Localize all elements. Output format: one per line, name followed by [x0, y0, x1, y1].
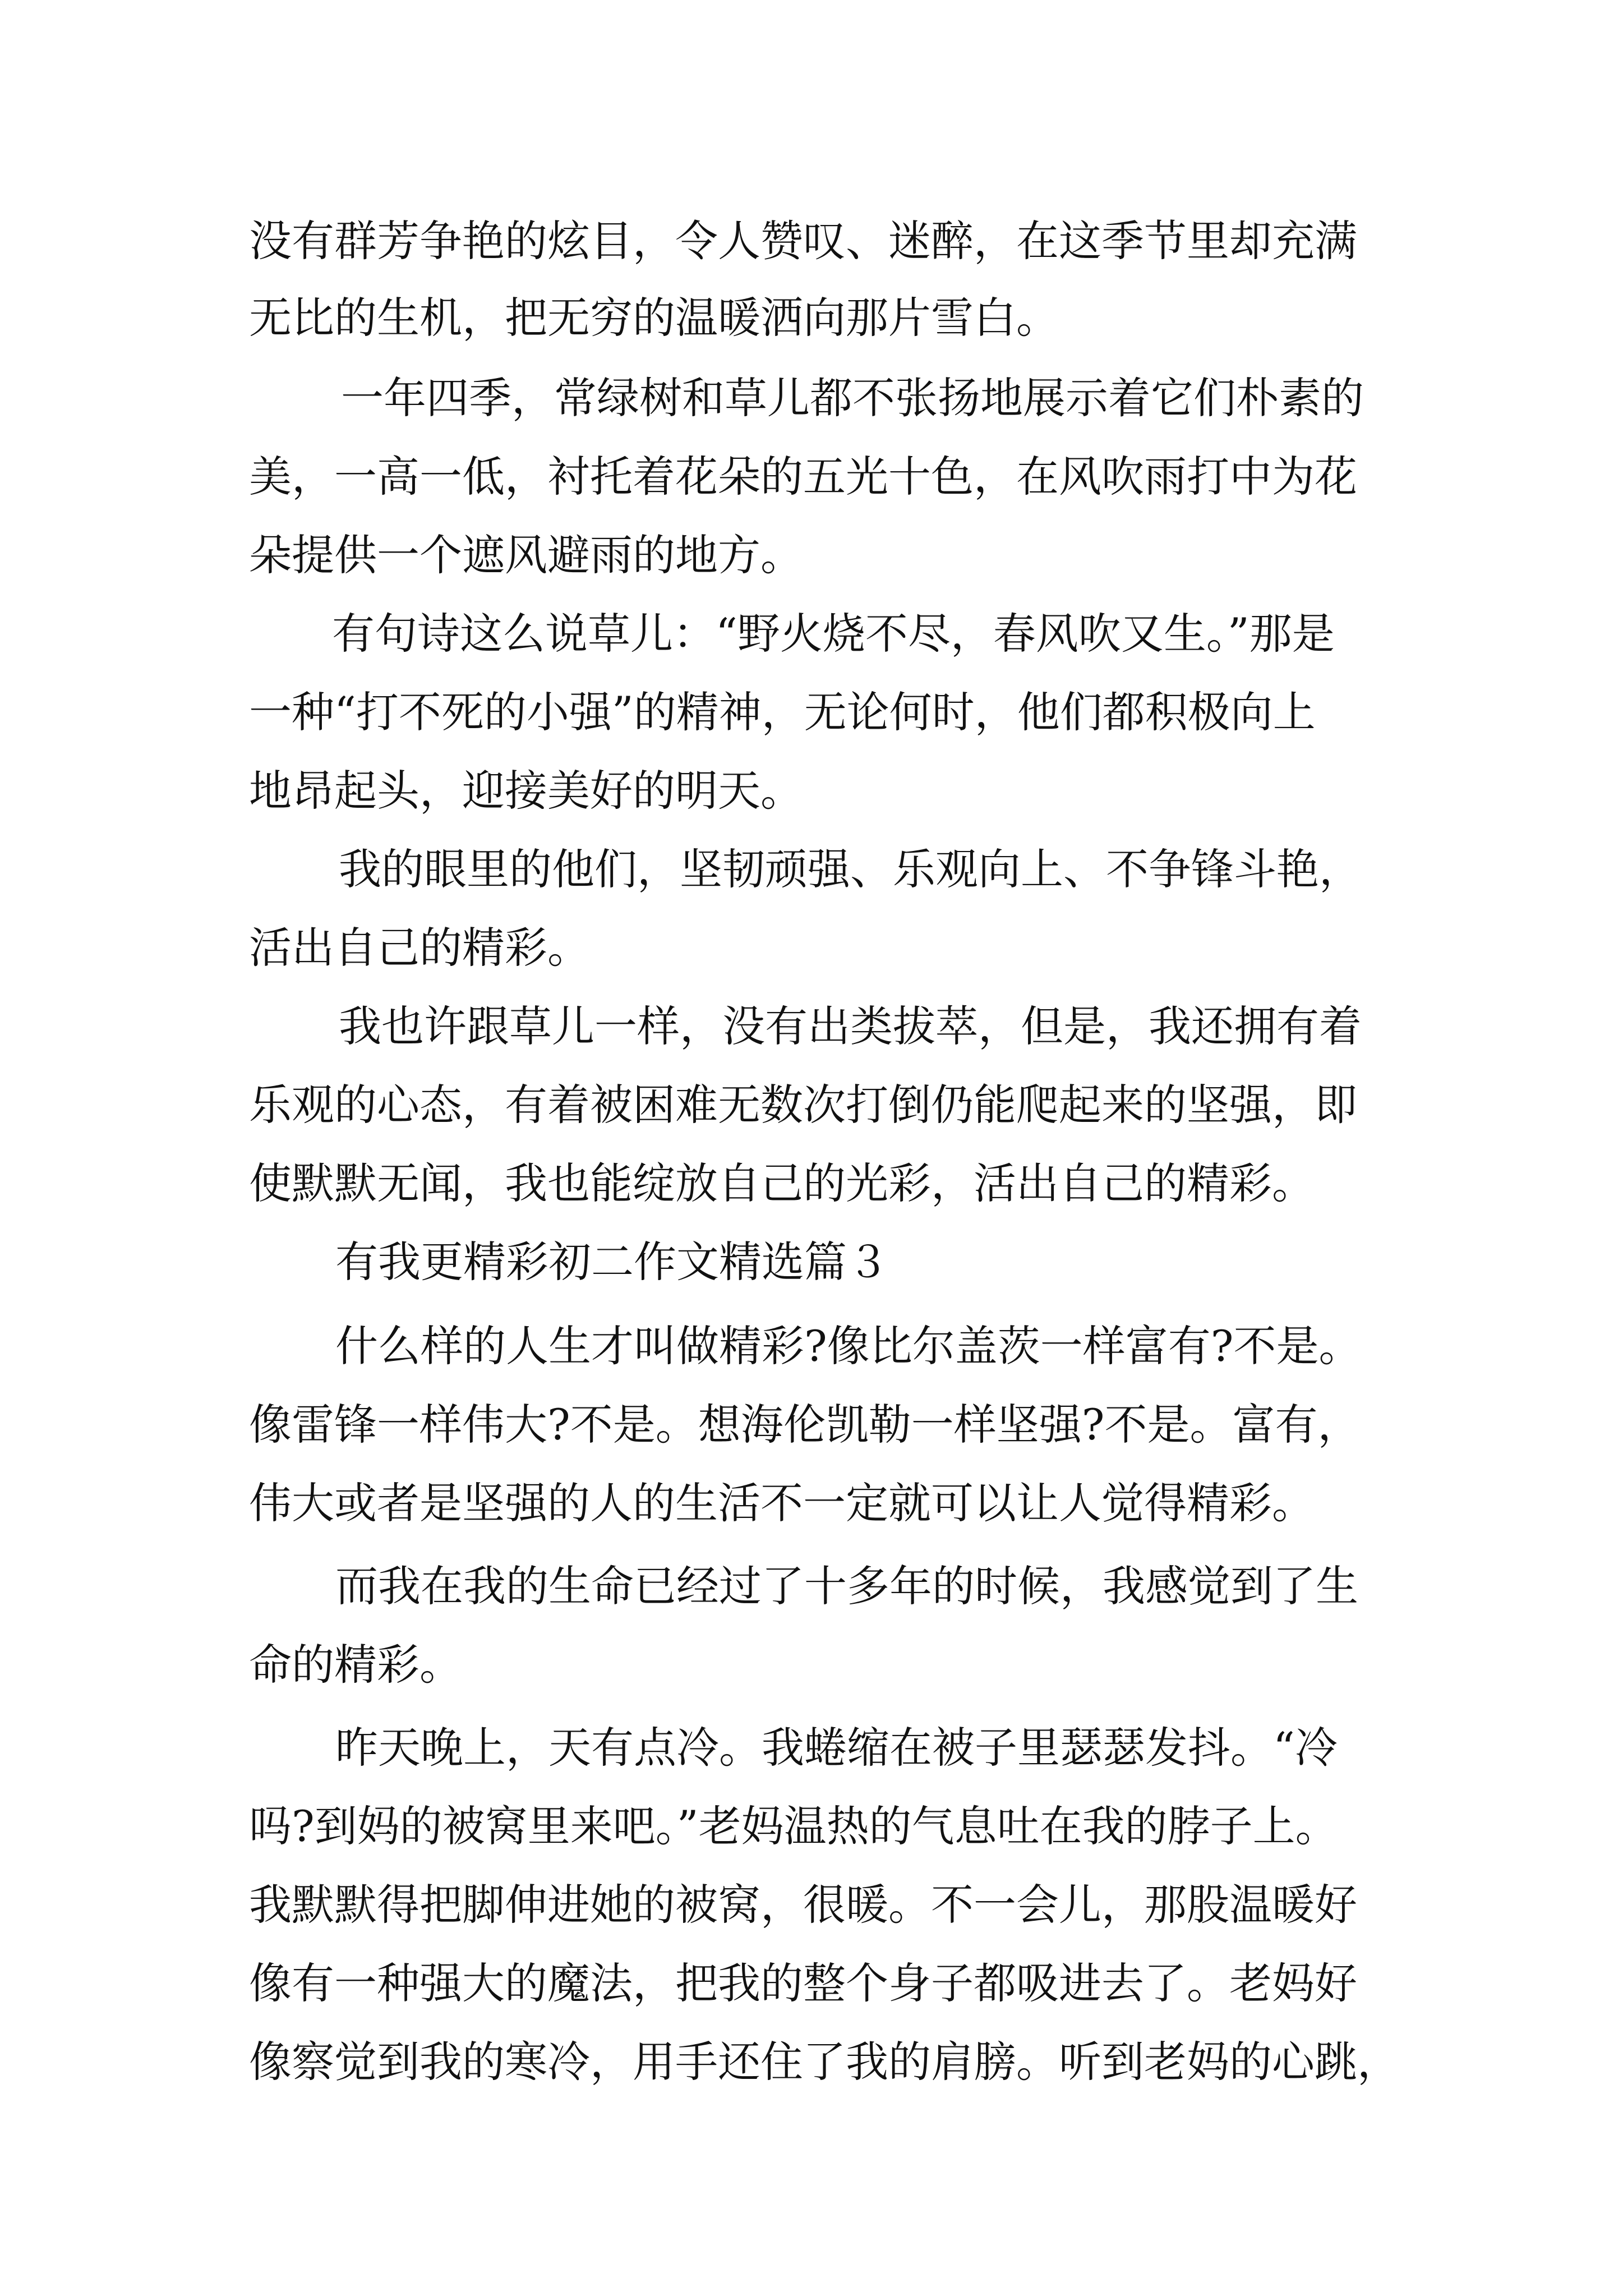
- text-line-13: 使默默无闻，我也能绽放自己的光彩，活出自己的精彩。: [249, 1158, 1315, 1208]
- text-line-11: 我也许跟草儿一样，没有出类拔萃，但是，我还拥有着: [339, 1001, 1362, 1051]
- section-heading: 有我更精彩初二作文精选篇３: [335, 1237, 889, 1287]
- text-line-21: 吗?到妈的被窝里来吧。”老妈温热的气息吐在我的脖子上。: [249, 1801, 1338, 1851]
- text-line-16: 像雷锋一样伟大?不是。想海伦凯勒一样坚强?不是。富有，: [249, 1400, 1361, 1450]
- text-line-19: 命的精彩。: [249, 1640, 462, 1690]
- text-line-18: 而我在我的生命已经过了十多年的时候，我感觉到了生: [335, 1561, 1358, 1611]
- text-line-3: 一年四季，常绿树和草儿都不张扬地展示着它们朴素的: [341, 373, 1364, 423]
- text-line-8: 地昂起头，迎接美好的明天。: [249, 766, 803, 816]
- text-line-12: 乐观的心态，有着被困难无数次打倒仍能爬起来的坚强，即: [249, 1080, 1357, 1130]
- text-line-4: 美，一高一低，衬托着花朵的五光十色，在风吹雨打中为花: [249, 452, 1357, 501]
- text-line-24: 像察觉到我的寒冷，用手还住了我的肩膀。听到老妈的心跳，: [249, 2037, 1400, 2087]
- text-line-7: 一种“打不死的小强”的精神，无论何时，他们都积极向上: [249, 687, 1316, 737]
- text-line-10: 活出自己的精彩。: [249, 923, 590, 973]
- text-line-22: 我默默得把脚伸进她的被窝，很暖。不一会儿，那股温暖好: [249, 1880, 1357, 1930]
- text-line-17: 伟大或者是坚强的人的生活不一定就可以让人觉得精彩。: [249, 1478, 1315, 1528]
- text-line-23: 像有一种强大的魔法，把我的整个身子都吸进去了。老妈好: [249, 1958, 1357, 2008]
- text-line-2: 无比的生机，把无穷的温暖洒向那片雪白。: [249, 293, 1059, 343]
- text-line-15: 什么样的人生才叫做精彩?像比尔盖茨一样富有?不是。: [335, 1321, 1362, 1371]
- text-line-1: 没有群芳争艳的炫目，令人赞叹、迷醉，在这季节里却充满: [249, 216, 1357, 266]
- text-line-20: 昨天晚上，天有点冷。我蜷缩在被子里瑟瑟发抖。“冷: [335, 1723, 1338, 1773]
- text-line-9: 我的眼里的他们，坚韧顽强、乐观向上、不争锋斗艳，: [339, 844, 1362, 894]
- text-line-6: 有句诗这么说草儿：“野火烧不尽，春风吹又生。”那是: [332, 609, 1335, 659]
- text-line-5: 朵提供一个遮风避雨的地方。: [249, 530, 803, 580]
